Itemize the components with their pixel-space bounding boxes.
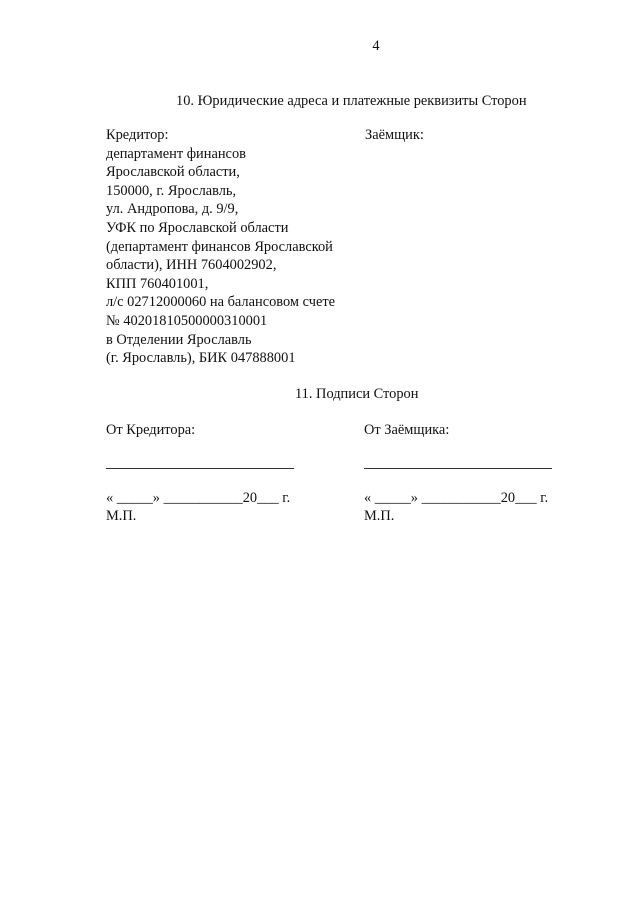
creditor-line: департамент финансов (106, 145, 246, 162)
borrower-date-line: « _____» ___________20___ г. (364, 490, 549, 506)
creditor-line: КПП 760401001, (106, 275, 209, 292)
section-10-heading: 10. Юридические адреса и платежные реквизиты Сторон (176, 93, 527, 109)
creditor-signature-line (106, 468, 294, 469)
creditor-seal-label: М.П. (106, 508, 137, 524)
creditor-line: области), ИНН 7604002902, (106, 257, 277, 274)
section-11-heading: 11. Подписи Сторон (295, 386, 419, 402)
creditor-line: (г. Ярославль), БИК 047888001 (106, 350, 296, 367)
creditor-line: ул. Андропова, д. 9/9, (106, 201, 239, 218)
borrower-seal-label: М.П. (364, 508, 395, 524)
creditor-label: Кредитор: (106, 127, 169, 143)
creditor-line: № 40201810500000310001 (106, 312, 268, 329)
borrower-label: Заёмщик: (365, 127, 424, 143)
borrower-signature-line (364, 468, 552, 469)
from-borrower-label: От Заёмщика: (364, 422, 450, 438)
creditor-line: 150000, г. Ярославль, (106, 182, 237, 199)
creditor-details (106, 126, 335, 368)
creditor-date-line: « _____» ___________20___ г. (106, 490, 291, 506)
creditor-line: УФК по Ярославской области (106, 219, 289, 236)
creditor-line: л/с 02712000060 на балансовом счете (106, 294, 336, 311)
page-number: 4 (372, 38, 380, 54)
creditor-line: Ярославской области, (106, 164, 240, 181)
creditor-line: (департамент финансов Ярославской (106, 238, 333, 255)
from-creditor-label: От Кредитора: (106, 422, 196, 438)
creditor-line: в Отделении Ярославль (106, 331, 252, 348)
